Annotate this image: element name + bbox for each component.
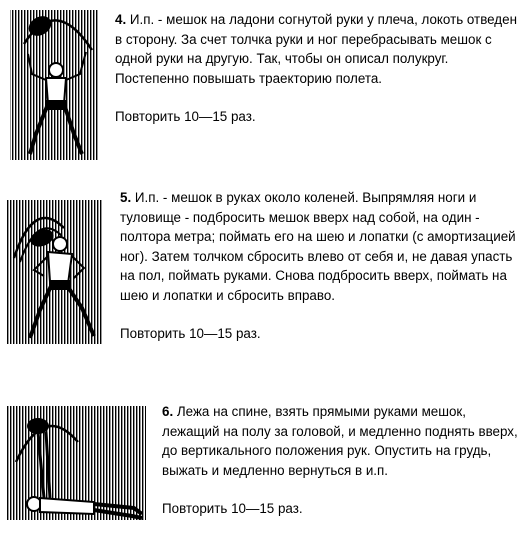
exercise-text: И.п. - мешок в руках около коленей. Выпрямляя ноги и туловище - подбросить мешок вверх над собой, на один - полтора метра; поймать его на шею и лопатки (с амортизацией ног). Затем толчком сбросить влево от себя и, не давая упасть на пол, поймать руками. Снова подбросить вверх, поймать на шею и лопатки и сбросить вправо. — [120, 190, 516, 303]
exercise-6 — [162, 402, 518, 519]
exercise-5 — [120, 188, 518, 344]
exercise-number: 4. — [115, 12, 127, 27]
exercise-number: 5. — [120, 190, 132, 205]
exercise-4 — [115, 10, 517, 127]
man-throwing-bag-over-head-icon — [6, 4, 104, 164]
exercise-5-description — [120, 188, 518, 305]
man-catching-bag-on-shoulders-icon — [4, 198, 112, 348]
exercise-6-illustration — [4, 402, 150, 526]
man-lying-lifting-bag-icon — [4, 402, 150, 526]
exercise-text: Лежа на спине, взять прямыми руками мешок, лежащий на полу за головой, и медленно поднять вверх, до вертикального положения рук. Опустить на грудь, выжать и медленно вернуться в и.п. — [162, 404, 518, 478]
exercise-5-illustration — [4, 198, 112, 348]
exercise-4-illustration — [6, 4, 104, 164]
exercise-text: И.п. - мешок на ладони согнутой руки у плеча, локоть отведен в сторону. За счет толчка руки и ног перебрасывать мешок с одной руки на другую. Так, чтобы он описал полукруг. Постепенно повышать траекторию полета. — [115, 12, 517, 86]
exercise-4-description — [115, 10, 517, 88]
exercise-6-description — [162, 402, 518, 480]
repeat-instruction: Повторить 10—15 раз. — [162, 501, 303, 516]
repeat-instruction: Повторить 10—15 раз. — [115, 109, 256, 124]
exercise-number: 6. — [162, 404, 174, 419]
repeat-instruction: Повторить 10—15 раз. — [120, 326, 261, 341]
